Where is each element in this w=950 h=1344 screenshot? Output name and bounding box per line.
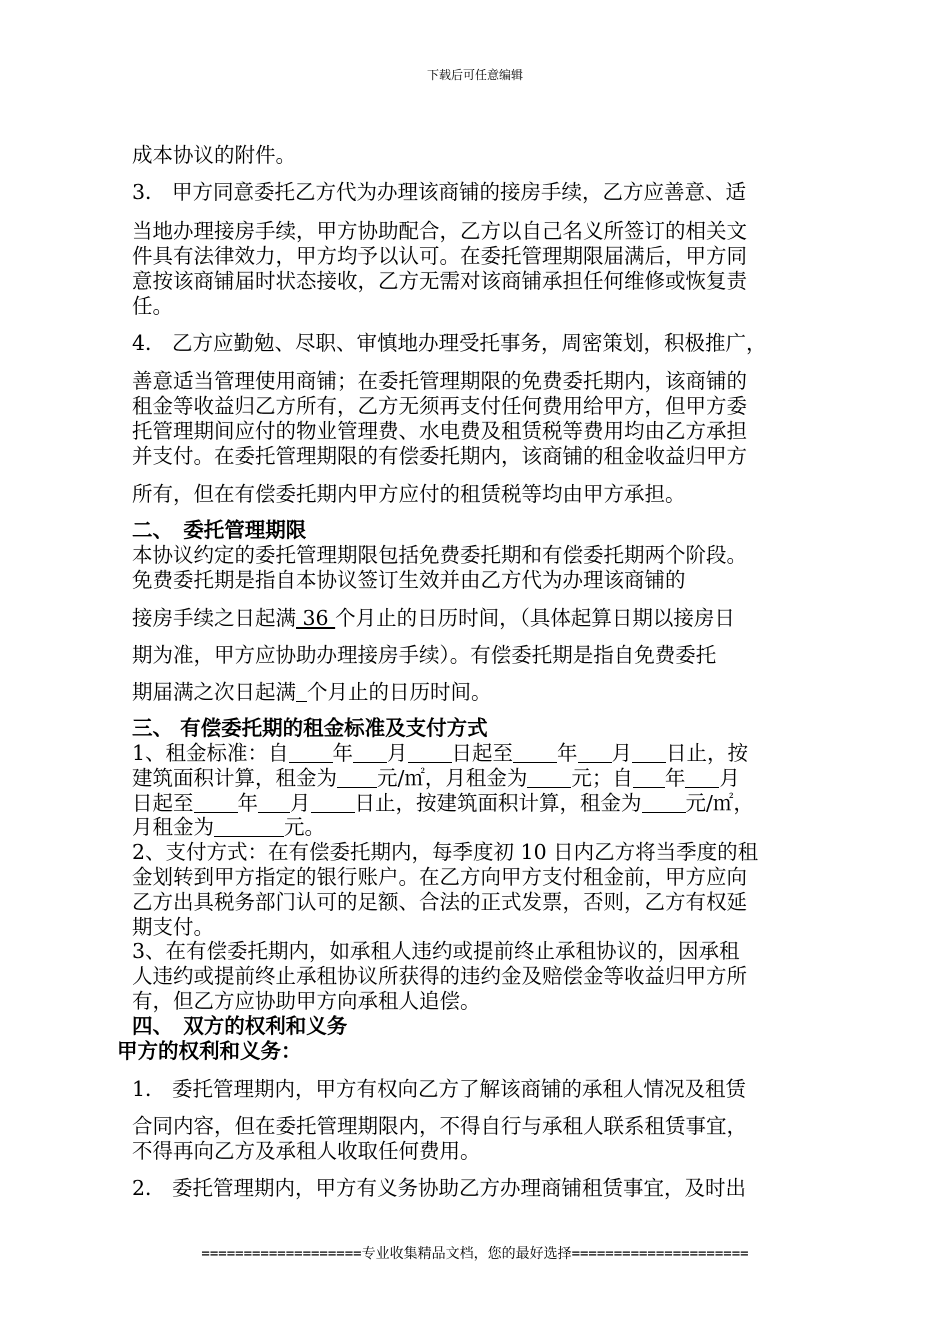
- blank-field[interactable]: [258, 792, 290, 814]
- blank-field[interactable]: [353, 742, 387, 764]
- month-count: 36: [296, 606, 336, 630]
- text-run: 年: [557, 741, 578, 765]
- paragraph-line: 善意适当管理使用商铺；在委托管理期限的免费委托期内，该商铺的: [132, 369, 747, 393]
- paragraph-line: 2． 委托管理期内，甲方有义务协助乙方办理商铺租赁事宜，及时出: [132, 1176, 747, 1200]
- page-header: 下载后可任意编辑: [426, 68, 523, 82]
- blank-field[interactable]: [337, 767, 377, 789]
- text-run: 年: [664, 766, 686, 790]
- blank-field[interactable]: [642, 792, 686, 814]
- paragraph-line: 人违约或提前终止承租协议所获得的违约金及赔偿金等收益归甲方所: [132, 964, 747, 988]
- blank-field[interactable]: [632, 742, 666, 764]
- paragraph-line: [132, 766, 740, 791]
- section-heading: 二、 委托管理期限: [132, 518, 307, 542]
- text-run: 个月止的日历时间。: [307, 680, 492, 704]
- text-run: 月: [611, 741, 633, 765]
- text-run: 接房手续之日起满: [132, 606, 296, 630]
- paragraph-line: 合同内容，但在委托管理期限内，不得自行与承租人联系租赁事宜，: [132, 1114, 747, 1138]
- paragraph-line: 任。: [132, 294, 173, 318]
- paragraph-line: [132, 741, 748, 766]
- paragraph-line: 租金等收益归乙方所有，乙方无须再支付任何费用给甲方，但甲方委: [132, 394, 747, 418]
- paragraph-line: 并支付。在委托管理期限的有偿委托期内，该商铺的租金收益归甲方: [132, 444, 747, 468]
- text-run: 日起至: [451, 741, 514, 765]
- blank-field[interactable]: [296, 681, 307, 703]
- sub-heading: 甲方的权利和义务：: [117, 1039, 302, 1063]
- text-run: 月租金为: [132, 815, 214, 839]
- text-run: 月: [290, 791, 311, 815]
- paragraph-line: 当地办理接房手续，甲方协助配合，乙方以自己名义所签订的相关文: [132, 219, 747, 243]
- blank-field[interactable]: [289, 742, 333, 764]
- paragraph-line: 期为准，甲方应协助办理接房手续）。有偿委托期是指自免费委托: [132, 643, 717, 667]
- text-run: 元/㎡，月租金为: [377, 766, 528, 790]
- paragraph-line: 乙方出具税务部门认可的足额、合法的正式发票，否则，乙方有权延: [132, 890, 747, 914]
- paragraph-line: 3． 甲方同意委托乙方代为办理该商铺的接房手续，乙方应善意、适: [132, 180, 747, 204]
- text-run: 月: [719, 766, 740, 790]
- paragraph-line: 4． 乙方应勤勉、尽职、审慎地办理受托事务，周密策划，积极推广，: [132, 331, 767, 355]
- text-run: 月: [387, 741, 408, 765]
- section-heading: 三、 有偿委托期的租金标准及支付方式: [132, 716, 488, 740]
- text-run: 年: [237, 791, 258, 815]
- paragraph-line: [132, 791, 754, 816]
- text-run: 元。: [284, 815, 325, 839]
- paragraph-line: 1． 委托管理期内，甲方有权向乙方了解该商铺的承租人情况及租赁: [132, 1077, 747, 1101]
- blank-field[interactable]: [685, 767, 719, 789]
- paragraph-line: 期支付。: [132, 915, 214, 939]
- text-run: 日止，按建筑面积计算，租金为: [354, 791, 642, 815]
- section-heading: 四、 双方的权利和义务: [132, 1014, 348, 1038]
- blank-field[interactable]: [578, 742, 612, 764]
- text-run: 元/㎡，: [685, 791, 754, 815]
- blank-field[interactable]: [214, 816, 284, 838]
- page-footer: ===================专业收集精品文档，您的最好选择=====================: [201, 1246, 749, 1262]
- blank-field[interactable]: [311, 792, 355, 814]
- text-run: 1、租金标准：自: [132, 741, 289, 765]
- blank-field[interactable]: [194, 792, 238, 814]
- text-run: 年: [332, 741, 354, 765]
- blank-field[interactable]: [513, 742, 557, 764]
- blank-field[interactable]: [633, 767, 665, 789]
- paragraph-line: 意按该商铺届时状态接收，乙方无需对该商铺承担任何维修或恢复责: [132, 269, 747, 293]
- paragraph-line: [132, 606, 735, 631]
- paragraph-line: 3、在有偿委托期内，如承租人违约或提前终止承租协议的，因承租: [132, 939, 740, 963]
- blank-field[interactable]: [527, 767, 571, 789]
- text-run: 建筑面积计算，租金为: [132, 766, 337, 790]
- paragraph-line: 所有，但在有偿委托期内甲方应付的租赁税等均由甲方承担。: [132, 482, 686, 506]
- paragraph-line: 不得再向乙方及承租人收取任何费用。: [132, 1139, 481, 1163]
- paragraph-line: 金划转到甲方指定的银行账户。在乙方向甲方支付租金前，甲方应向: [132, 865, 747, 889]
- paragraph-line: [132, 680, 492, 705]
- text-run: 日起至: [132, 791, 194, 815]
- paragraph-line: 有，但乙方应协助甲方向承租人追偿。: [132, 989, 481, 1013]
- text-run: 日止，按: [666, 741, 749, 765]
- paragraph-line: 成本协议的附件。: [132, 143, 296, 167]
- paragraph-line: [132, 815, 325, 840]
- paragraph-line: 本协议约定的委托管理期限包括免费委托期和有偿委托期两个阶段。: [132, 543, 747, 567]
- paragraph-line: 免费委托期是指自本协议签订生效并由乙方代为办理该商铺的: [132, 568, 686, 592]
- text-run: 元；自: [571, 766, 633, 790]
- paragraph-line: 2、支付方式：在有偿委托期内，每季度初 10 日内乙方将当季度的租: [132, 840, 759, 864]
- paragraph-line: 托管理期间应付的物业管理费、水电费及租赁税等费用均由乙方承担: [132, 419, 747, 443]
- paragraph-line: 件具有法律效力，甲方均予以认可。在委托管理期限届满后，甲方同: [132, 244, 747, 268]
- text-run: 期届满之次日起满: [132, 680, 296, 704]
- blank-field[interactable]: [408, 742, 452, 764]
- text-run: 个月止的日历时间，（具体起算日期以接房日: [335, 606, 735, 630]
